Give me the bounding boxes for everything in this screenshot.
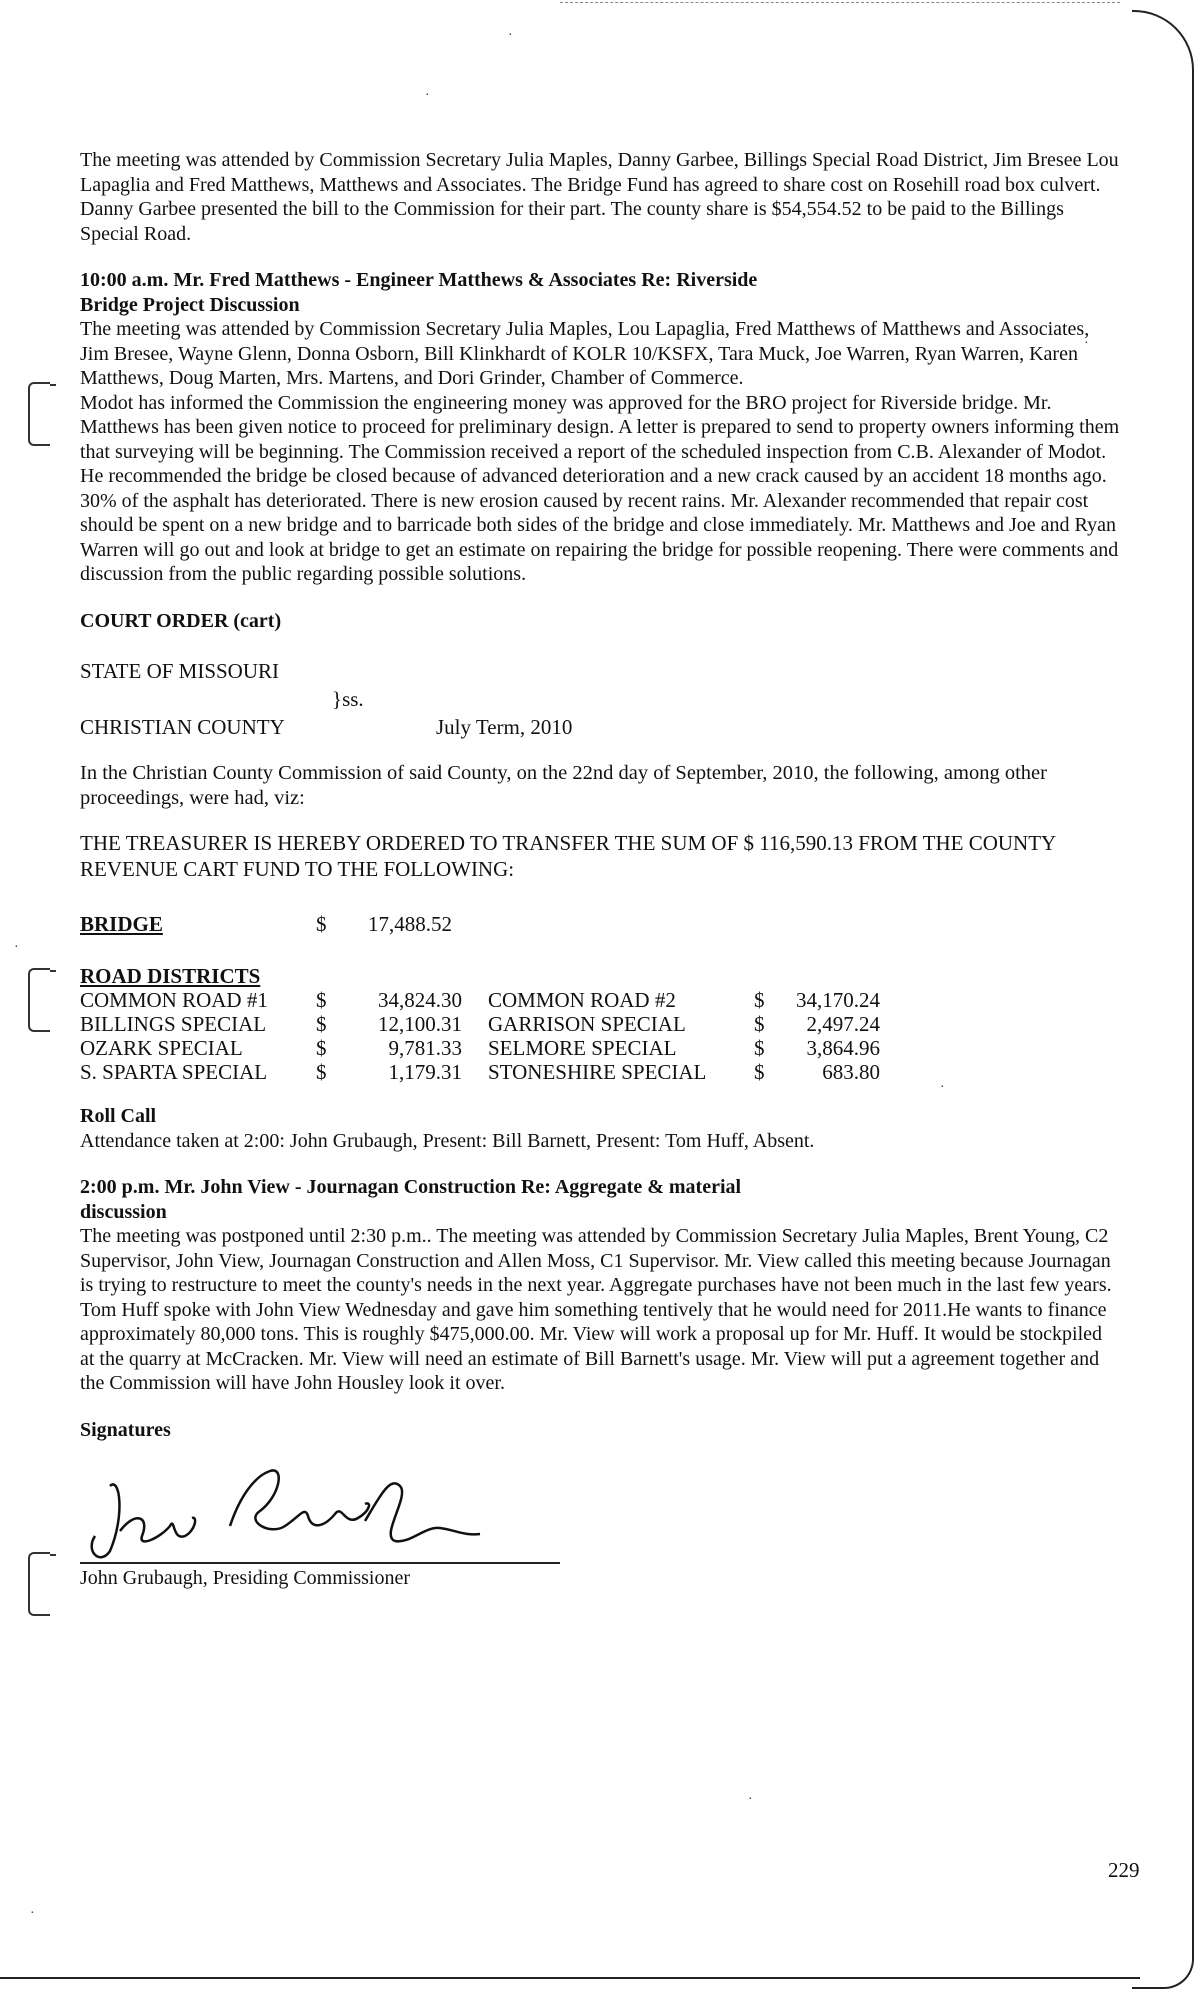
road-district-amount: 3,864.96 bbox=[806, 1036, 880, 1060]
county-label: CHRISTIAN COUNTY bbox=[80, 715, 285, 739]
road-district-amount: 9,781.33 bbox=[388, 1036, 462, 1060]
road-districts-label: ROAD DISTRICTS bbox=[80, 964, 261, 988]
scan-speck: · bbox=[1084, 336, 1089, 351]
order-intro: In the Christian County Commission of said County, on the 22nd day of September, 2010, the following, among other proceedings, were had, viz: bbox=[80, 762, 1047, 809]
road-district-dollar: $ bbox=[754, 988, 765, 1012]
road-district-amount: 683.80 bbox=[822, 1060, 880, 1084]
road-district-row bbox=[80, 1060, 886, 1084]
term-label: July Term, 2010 bbox=[436, 715, 573, 739]
bridge-dollar: $ bbox=[316, 912, 327, 936]
road-districts-table bbox=[80, 988, 886, 1084]
road-district-dollar: $ bbox=[316, 1036, 327, 1060]
road-district-dollar: $ bbox=[316, 988, 327, 1012]
aggregate-section bbox=[80, 1175, 1120, 1396]
road-district-dollar: $ bbox=[754, 1036, 765, 1060]
road-district-name: S. SPARTA SPECIAL bbox=[80, 1060, 268, 1084]
road-district-row bbox=[80, 1036, 886, 1060]
riverside-heading-line2: Bridge Project Discussion bbox=[80, 293, 300, 316]
riverside-body: Modot has informed the Commission the engineering money was approved for the BRO project for Riverside bridge. Mr. Matthews has been given notice to proceed for preliminary design. A letter is prepared to send to property owners informing them that surveying will be beginning. The Commission received a report of the scheduled inspection from C.B. Alexander of Modot. He recommended the bridge be closed because of advanced deterioration and a new crack caused by an accident 18 months ago. 30% of the asphalt has deteriorated. There is new erosion caused by recent rains. Mr. Alexander recommended that repair cost should be spent on a new bridge and to barricade both sides of the bridge and close immediately. Mr. Matthews and Joe and Ryan Warren will go out and look at bridge to get an estimate on repairing the bridge for possible reopening. There were comments and discussion from the public regarding possible solutions. bbox=[80, 391, 1120, 585]
bridge-amount: 17,488.52 bbox=[368, 912, 452, 936]
scan-speck: · bbox=[14, 940, 19, 955]
riverside-section bbox=[80, 268, 1120, 587]
road-district-dollar: $ bbox=[754, 1012, 765, 1036]
page-edge-top bbox=[560, 2, 1120, 3]
road-district-name: COMMON ROAD #2 bbox=[488, 988, 676, 1012]
page-edge-bottom bbox=[0, 1977, 1140, 1979]
page-number: 229 bbox=[1108, 1858, 1140, 1882]
signer-name: John Grubaugh, Presiding Commissioner bbox=[80, 1567, 410, 1589]
scan-speck: · bbox=[748, 1792, 753, 1807]
aggregate-heading-line2: discussion bbox=[80, 1200, 167, 1223]
road-district-name: GARRISON SPECIAL bbox=[488, 1012, 686, 1036]
road-district-name: BILLINGS SPECIAL bbox=[80, 1012, 267, 1036]
road-district-row bbox=[80, 1012, 886, 1036]
bridge-row bbox=[80, 912, 458, 936]
scan-speck: · bbox=[508, 28, 513, 43]
aggregate-body: The meeting was postponed until 2:30 p.m.. The meeting was attended by Commission Secretary Julia Maples, Brent Young, C2 Supervisor, John View, Journagan Construction and Allen Moss, C1 Supervisor. Mr. View called this meeting because Journagan is trying to restructure to meet the county's needs in the next year. Aggregate purchases have not been much in the last few years. Tom Huff spoke with John View Wednesday and gave him something tentively that he would need for 2011.He wants to finance approximately 80,000 tons. This is roughly $475,000.00. Mr. View will work a proposal up for Mr. Huff. It would be stockpiled at the quarry at McCracken. Mr. View will need an estimate of Bill Barnett's usage. Mr. View will put a agreement together and the Commission will have John Housley look it over. bbox=[80, 1225, 1112, 1394]
road-district-name: SELMORE SPECIAL bbox=[488, 1036, 677, 1060]
road-district-amount: 34,170.24 bbox=[796, 988, 880, 1012]
court-order-title: COURT ORDER (cart) bbox=[80, 609, 282, 632]
riverside-attendance: The meeting was attended by Commission Secretary Julia Maples, Lou Lapaglia, Fred Matthews of Matthews and Associates, Jim Bresee, Wayne Glenn, Donna Osborn, Bill Klinkhardt of KOLR 10/KSFX, Tara Muck, Joe Warren, Ryan Warren, Karen Matthews, Doug Marten, Mrs. Martens, and Dori Grinder, Chamber of Commerce. bbox=[80, 318, 1090, 389]
riverside-heading-line1: 10:00 a.m. Mr. Fred Matthews - Engineer Matthews & Associates Re: Riverside bbox=[80, 269, 758, 291]
road-district-amount: 1,179.31 bbox=[388, 1060, 462, 1084]
transfer-order: THE TREASURER IS HEREBY ORDERED TO TRANSFER THE SUM OF $ 116,590.13 FROM THE COUNTY REVENUE CART FUND TO THE FOLLOWING: bbox=[80, 831, 1056, 881]
binder-hole-mark bbox=[28, 382, 50, 446]
ss-label: }ss. bbox=[332, 687, 364, 711]
road-district-amount: 2,497.24 bbox=[806, 1012, 880, 1036]
aggregate-heading-line1: 2:00 p.m. Mr. John View - Journagan Construction Re: Aggregate & material bbox=[80, 1176, 742, 1198]
road-district-dollar: $ bbox=[754, 1060, 765, 1084]
state-label: STATE OF MISSOURI bbox=[80, 659, 280, 683]
roll-call-text: Attendance taken at 2:00: John Grubaugh, Present: Bill Barnett, Present: Tom Huff, Absent. bbox=[80, 1129, 815, 1152]
page-edge-right bbox=[1132, 10, 1194, 1989]
binder-hole-mark bbox=[28, 968, 50, 1032]
handwritten-signature bbox=[80, 1456, 500, 1566]
road-district-amount: 12,100.31 bbox=[378, 1012, 462, 1036]
signature-line bbox=[80, 1562, 560, 1564]
signatures-section bbox=[80, 1418, 1120, 1597]
signature-block bbox=[80, 1456, 1120, 1596]
bridge-label: BRIDGE bbox=[80, 912, 163, 936]
roll-call-section bbox=[80, 1104, 1120, 1153]
road-district-name: COMMON ROAD #1 bbox=[80, 988, 268, 1012]
road-district-dollar: $ bbox=[316, 1012, 327, 1036]
roll-call-heading: Roll Call bbox=[80, 1105, 157, 1127]
road-district-name: STONESHIRE SPECIAL bbox=[488, 1060, 707, 1084]
signatures-heading: Signatures bbox=[80, 1418, 171, 1441]
document-body bbox=[80, 148, 1120, 1596]
road-district-dollar: $ bbox=[316, 1060, 327, 1084]
scan-speck: · bbox=[940, 1080, 945, 1095]
scan-speck: · bbox=[30, 1906, 35, 1921]
rosehill-paragraph: The meeting was attended by Commission Secretary Julia Maples, Danny Garbee, Billings Special Road District, Jim Bresee Lou Lapaglia and Fred Matthews, Matthews and Associates. The Bridge Fund has agreed to share cost on Rosehill road box culvert. Danny Garbee presented the bill to the Commission for their part. The county share is $54,554.52 to be paid to the Billings Special Road. bbox=[80, 149, 1119, 245]
binder-hole-mark bbox=[28, 1552, 50, 1616]
court-order-section bbox=[80, 609, 1120, 1085]
road-district-name: OZARK SPECIAL bbox=[80, 1036, 243, 1060]
road-district-row bbox=[80, 988, 886, 1012]
scan-speck: · bbox=[425, 88, 430, 103]
bridge-table bbox=[80, 912, 458, 936]
road-district-amount: 34,824.30 bbox=[378, 988, 462, 1012]
venue-block bbox=[80, 659, 1120, 739]
